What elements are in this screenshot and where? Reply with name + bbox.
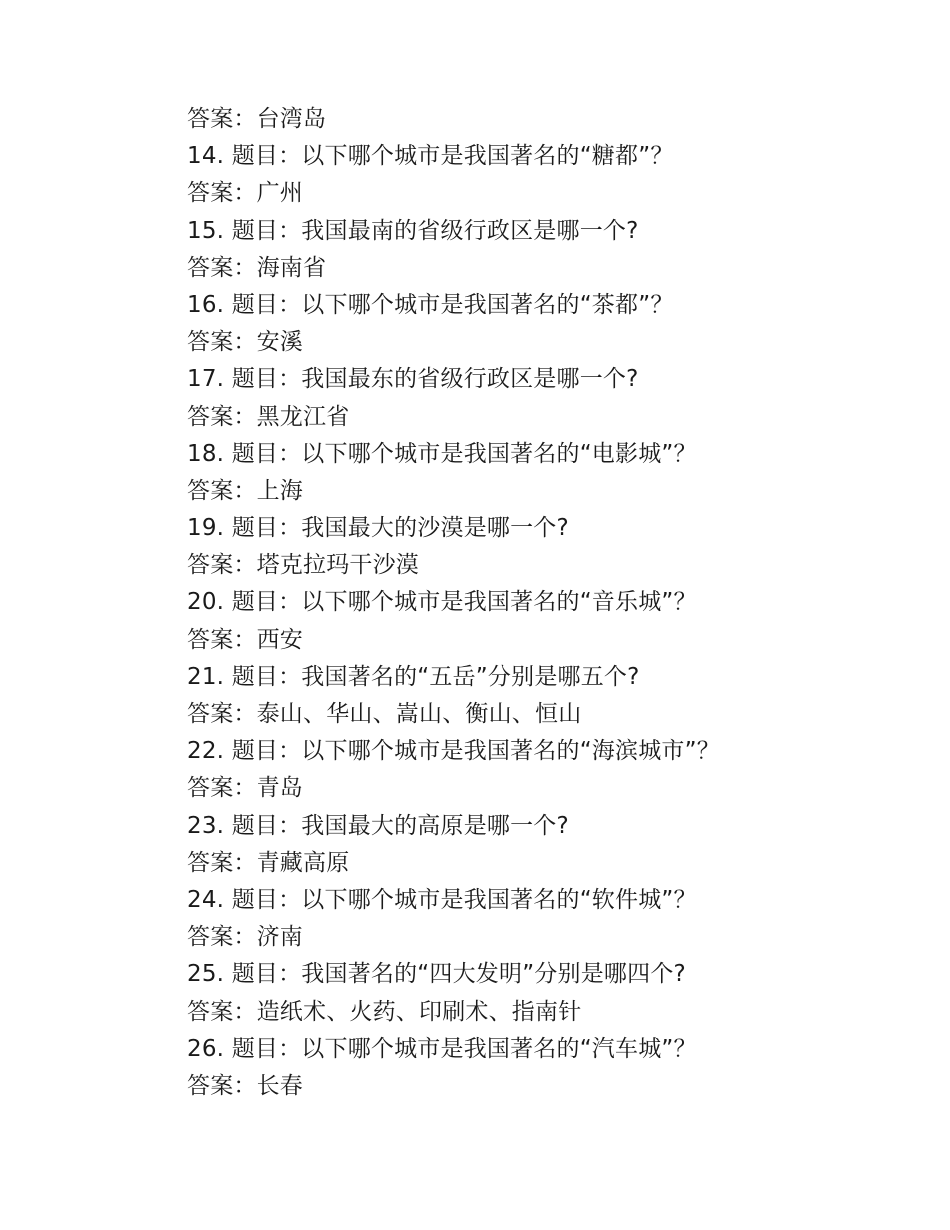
qa-text-block: [187, 101, 887, 1105]
answer-line: 答案：西安: [187, 626, 303, 653]
question-line: 21. 题目：我国著名的“五岳”分别是哪五个?: [187, 663, 640, 690]
question-line: 20. 题目：以下哪个城市是我国著名的“音乐城”？: [187, 589, 697, 616]
question-line: 19. 题目：我国最大的沙漠是哪一个?: [187, 515, 569, 542]
answer-line: 答案：泰山、华山、嵩山、衡山、恒山: [187, 701, 582, 727]
question-line: 14. 题目：以下哪个城市是我国著名的“糖都”？: [187, 143, 674, 170]
answer-line: 答案：济南: [187, 924, 303, 951]
answer-line: 答案：长春: [187, 1072, 303, 1099]
answer-line: 答案：黑龙江省: [187, 403, 350, 430]
question-line: 24. 题目：以下哪个城市是我国著名的“软件城”？: [187, 886, 697, 913]
question-line: 25. 题目：我国著名的“四大发明”分别是哪四个?: [187, 961, 686, 988]
answer-line: 答案：台湾岛: [187, 106, 327, 132]
answer-line: 答案：上海: [187, 477, 303, 504]
answer-line: 答案：青岛: [187, 775, 303, 802]
answer-line: 答案：塔克拉玛干沙漠: [187, 552, 419, 579]
question-line: 16. 题目：以下哪个城市是我国著名的“茶都”？: [187, 291, 674, 318]
question-line: 23. 题目：我国最大的高原是哪一个?: [187, 812, 569, 839]
answer-line: 答案：青藏高原: [187, 849, 350, 876]
answer-line: 答案：广州: [187, 180, 303, 207]
answer-line: 答案：海南省: [187, 254, 327, 281]
question-line: 15. 题目：我国最南的省级行政区是哪一个?: [187, 217, 639, 244]
answer-line: 答案：安溪: [187, 329, 303, 356]
question-line: 17. 题目：我国最东的省级行政区是哪一个?: [187, 366, 639, 393]
question-line: 22. 题目：以下哪个城市是我国著名的“海滨城市”？: [187, 738, 720, 765]
question-line: 18. 题目：以下哪个城市是我国著名的“电影城”？: [187, 440, 697, 467]
answer-line: 答案：造纸术、火药、印刷术、指南针: [187, 998, 582, 1025]
question-line: 26. 题目：以下哪个城市是我国著名的“汽车城”？: [187, 1035, 697, 1062]
